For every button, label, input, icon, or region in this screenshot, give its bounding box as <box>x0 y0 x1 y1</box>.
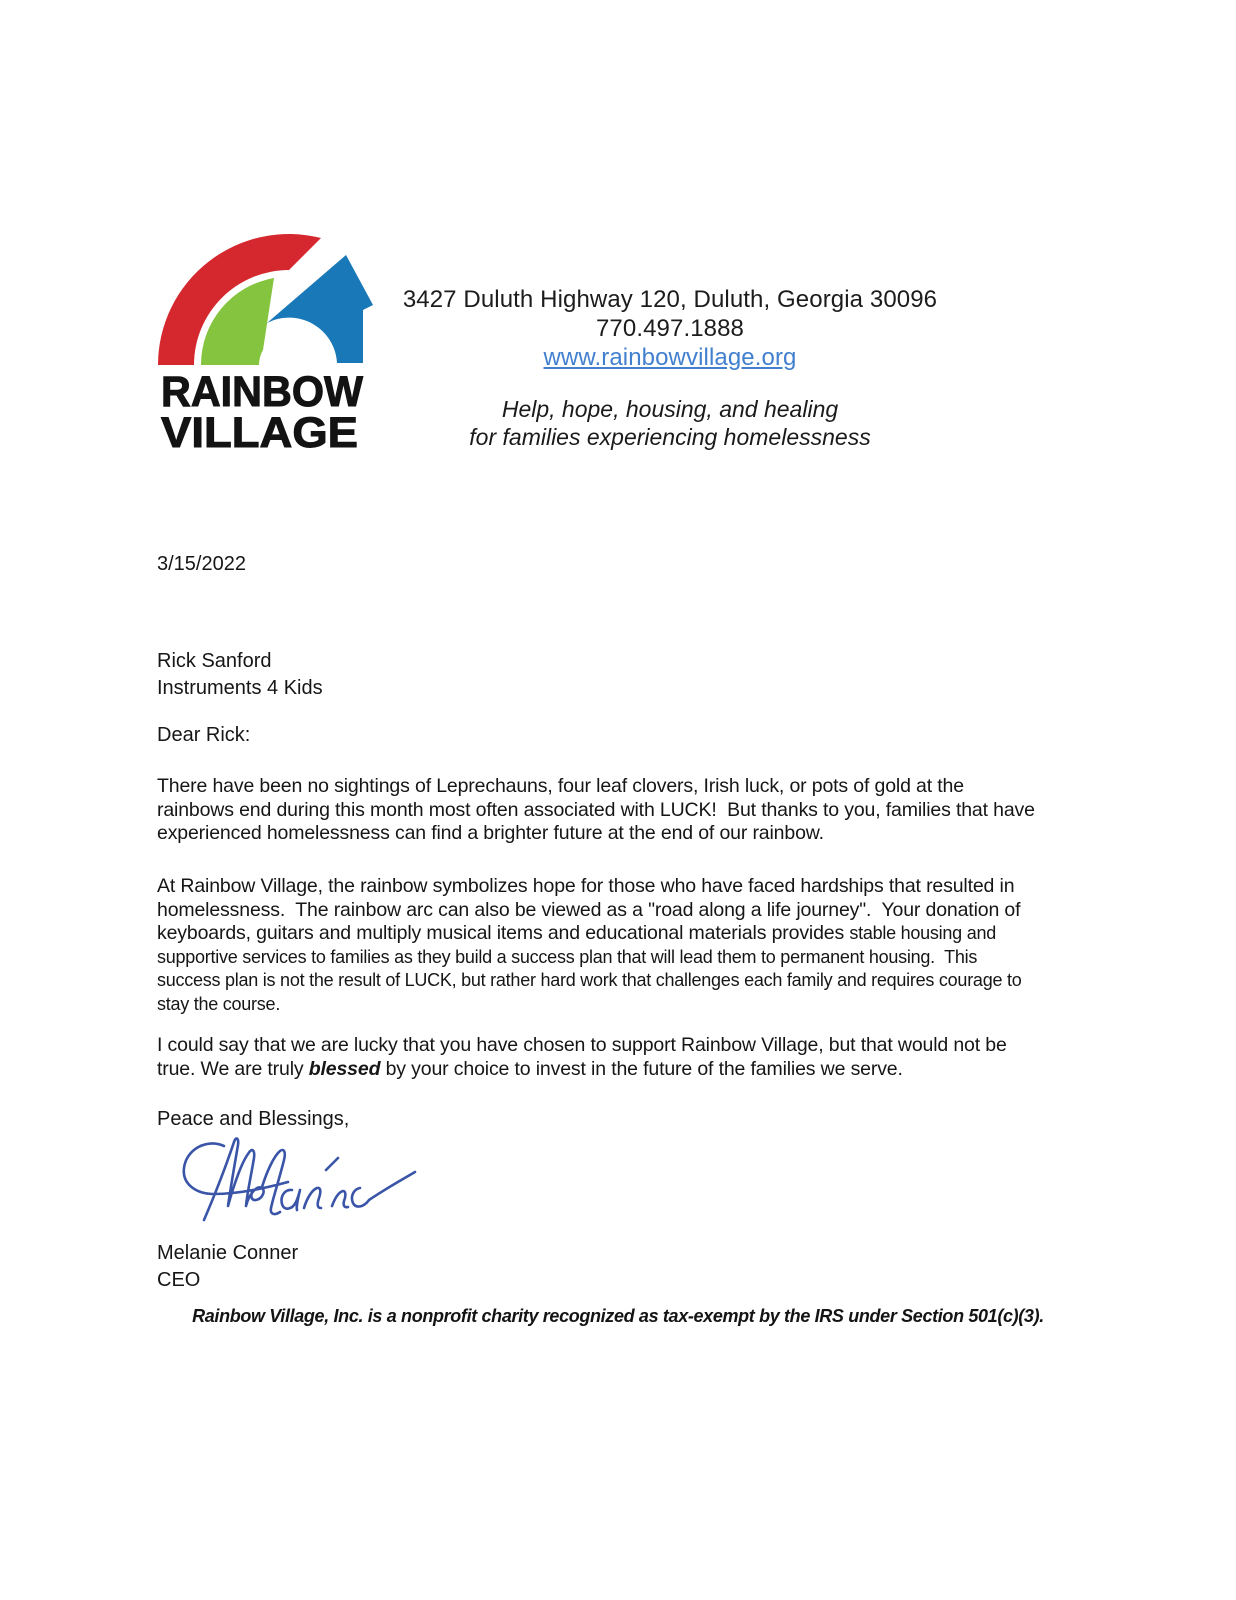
paragraph-3-after: by your choice to invest in the future of the families we serve. <box>380 1057 903 1080</box>
paragraph-2-small: stable housing and supportive services to families as they build a success plan that will lead them to permanent housing. This success plan is not the result of LUCK, but rather hard work that challenges each family and requires courage to stay the course. <box>157 923 1027 1014</box>
paragraph-3-blessed: blessed <box>308 1057 381 1080</box>
signature-melanie <box>170 1130 420 1222</box>
logo-wordmark-village: VILLAGE <box>161 409 358 452</box>
tagline-line-1: Help, hope, housing, and healing <box>501 396 839 422</box>
salutation: Dear Rick: <box>157 724 251 746</box>
paragraph-1: There have been no sightings of Leprechauns, four leaf clovers, Irish luck, or pots of gold at the rainbows end during this month most often associated with LUCK! But thanks to you, families that have experienced homelessness can find a brighter future at the end of our rainbow. <box>157 775 1041 844</box>
org-phone: 770.497.1888 <box>595 315 744 342</box>
recipient-org: Instruments 4 Kids <box>157 677 323 699</box>
recipient-name: Rick Sanford <box>157 650 272 672</box>
paragraph-3-before: I could say that we are lucky that you have chosen to support Rainbow Village, but that would not be true. We are truly <box>157 1034 1012 1080</box>
signer-block <box>157 1240 1043 1294</box>
org-address: 3427 Duluth Highway 120, Duluth, Georgia 30096 <box>402 286 938 313</box>
recipient-block <box>157 648 1043 702</box>
signer-name: Melanie Conner <box>157 1242 299 1264</box>
letter-date: 3/15/2022 <box>157 553 246 575</box>
logo-wordmark-rainbow: RAINBOW <box>161 368 364 416</box>
tagline-line-2: for families experiencing homelessness <box>469 424 871 450</box>
nonprofit-disclaimer: Rainbow Village, Inc. is a nonprofit charity recognized as tax-exempt by the IRS under Section 501(c)(3). <box>192 1306 1044 1326</box>
paragraph-3 <box>157 1034 1043 1081</box>
signer-title: CEO <box>157 1269 201 1291</box>
footer <box>0 1306 1236 1327</box>
paragraph-2 <box>157 875 1043 1016</box>
closing: Peace and Blessings, <box>157 1108 350 1130</box>
org-website <box>330 343 1010 372</box>
signature-stroke <box>184 1138 415 1220</box>
contact-block <box>330 285 1010 451</box>
org-website-link[interactable]: www.rainbowvillage.org <box>543 344 797 371</box>
paragraph-2-regular: At Rainbow Village, the rainbow symbolizes hope for those who have faced hardships that resulted in homelessness. The rainbow arc can also be viewed as a "road along a life journey". Your donation of keyboards, guitars and multiply musical items and educational materials provides <box>157 875 1026 944</box>
